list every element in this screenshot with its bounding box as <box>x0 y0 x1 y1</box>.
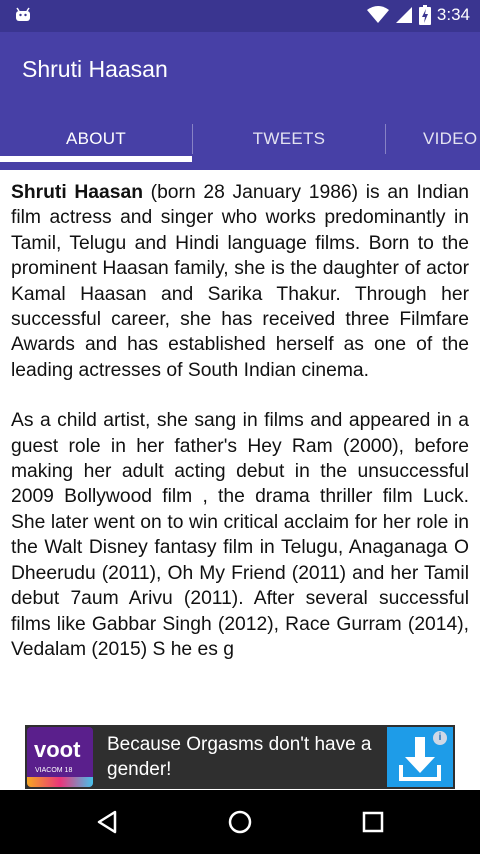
tab-video[interactable]: VIDEO <box>423 129 478 148</box>
home-icon[interactable] <box>228 810 252 834</box>
back-icon[interactable] <box>95 810 119 834</box>
download-button[interactable] <box>387 727 453 787</box>
ad-brand: voot <box>34 737 81 762</box>
android-icon <box>14 7 32 23</box>
subject-name: Shruti Haasan <box>11 182 143 203</box>
wifi-icon <box>367 6 389 24</box>
status-bar <box>0 0 480 32</box>
article-content[interactable] <box>11 180 469 792</box>
recents-icon[interactable] <box>362 811 384 833</box>
paragraph-career: As a child artist, she sang in films and appeared in a guest role in her father's Hey Ram (2000), before making her adult acting debut in the unsuccessful 2009 Bollywood film , the drama thriller film Luck. She later went on to win critical acclaim for her role in the Walt Disney fantasy film in Telugu, Anaganaga O Dheerudu (2011), Oh My Friend (2011) and her Tamil debut 7aum Arivu (2011). After several successful films like Gabbar Singh (2012), Race Gurram (2014), Vedalam (2015) S he es g <box>11 410 469 660</box>
tab-tweets[interactable]: TWEETS <box>252 129 326 148</box>
signal-icon <box>395 6 413 24</box>
voot-logo <box>27 727 93 787</box>
logo-stripe <box>27 777 93 787</box>
ad-brand-sub: VIACOM 18 <box>35 767 73 774</box>
ad-text: Because Orgasms don't have a gender! <box>107 734 372 780</box>
tab-indicator <box>0 156 192 162</box>
page-title: Shruti Haasan <box>22 56 168 82</box>
battery-icon <box>419 5 431 25</box>
nav-bar <box>0 790 480 854</box>
tab-about[interactable]: ABOUT <box>65 129 127 148</box>
app-bar <box>0 32 480 108</box>
paragraph-intro-text: (born 28 January 1986) is an Indian film actress and singer who works predominantly in Tamil, Telugu and Hindi language films. Born to the prominent Haasan family, she is the daughter of actor Kamal Haasan and Sarika Thakur. Through her successful career, she has received three Filmfare Awards and has established herself as one of the leading actresses of South Indian cinema. <box>11 182 469 381</box>
ad-banner[interactable] <box>25 725 455 789</box>
ad-info-icon[interactable]: i <box>433 731 447 745</box>
clock: 3:34 <box>436 5 470 24</box>
paragraph-intro <box>11 180 469 383</box>
